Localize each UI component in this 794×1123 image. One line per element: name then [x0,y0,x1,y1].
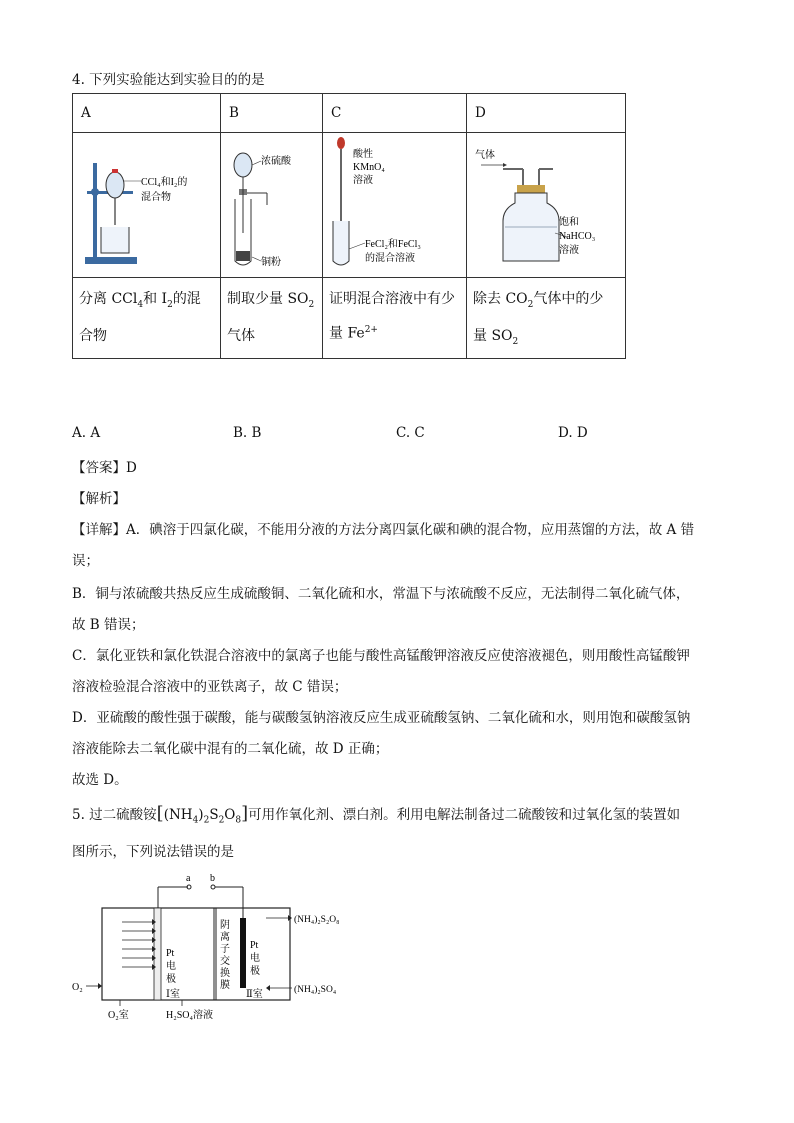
detail-a-line2: 误； [72,553,99,569]
detail-c-line2: 溶液检验混合溶液中的亚铁离子，故 C 错误； [72,679,348,695]
fig-d-label0: 气体 [475,150,495,161]
fig-d-label1: 饱和 [559,217,579,228]
separatory-funnel-diagram [73,133,212,273]
electrode-label-2a: 电 [250,953,260,964]
fig-c-label3: 溶液 [353,175,373,186]
choice-b[interactable]: B. B [233,425,262,441]
header-d: D [467,94,626,133]
detail-b-line1: B．铜与浓硫酸共热反应生成硫酸铜、二氧化硫和水，常温下与浓硫酸不反应，无法制得二氧化硫气体， [72,586,690,602]
fig-d-label2: NaHCO₃ [559,231,596,242]
o2-inlet-label: O₂ [72,982,83,993]
detail-a-line1: 【详解】A．碘溶于四氯化碳，不能用分液的方法分离四氯化碳和碘的混合物，应用蒸馏的方法，故 A 错 [72,522,695,538]
question-5-line1: 5. 过二硫酸铵$[(NH_4)_2S_2O_8]$可用作氧化剂、漂白剂。利用电解法制备过二硫酸铵和过氧化氢的装置如 [72,803,681,826]
electrode-label-1a: 电 [166,961,176,972]
figure-b-sulfuric-acid-apparatus [221,133,323,278]
membrane-char-3: 子 [220,944,230,955]
terminal-b-label: b [210,873,215,884]
choice-d[interactable]: D. D [558,425,588,441]
membrane-char-5: 换 [220,968,230,979]
detail-d-line1: D．亚硫酸的酸性强于碳酸，能与碳酸氢钠溶液反应生成亚硫酸氢钠、二氧化硫和水，则用饱和碳酸氢钠 [72,710,691,726]
detail-d-line2: 溶液能除去二氧化碳中混有的二氧化硫，故 D 正确； [72,741,389,757]
header-a: A [73,94,221,133]
membrane-char-2: 离 [220,932,230,943]
desc-b: 制取少量 $SO_2$ 气体 [221,278,323,359]
header-c: C [323,94,467,133]
fig-c-label2: KMnO₄ [353,162,385,173]
desc-c: 证明混合溶液中有少 量 $Fe^{2+}$ [323,278,467,359]
analysis-heading: 【解析】 [72,491,126,507]
fig-c-label5: 的混合溶液 [365,253,415,264]
desc-a: 分离 CCl$_4$和 $I_2$的混 合物 [73,278,221,359]
fig-c-label1: 酸性 [353,149,373,160]
fig-b-label2: 铜粉 [261,257,281,268]
room-1-label: Ⅰ室 [166,989,180,1000]
membrane-char-1: 阴 [220,920,230,931]
fig-c-label4: FeCl₂和FeCl₃ [365,239,421,250]
inlet-reactant-label: (NH₄)₂SO₄ [294,985,337,995]
terminal-a-label: a [186,873,191,884]
membrane-char-4: 交 [220,956,230,967]
pt-label-2: Pt [250,940,259,951]
choice-a[interactable]: A. A [72,425,101,441]
answer: 【答案】D [72,460,137,476]
header-b: B [221,94,323,133]
gas-washing-bottle-diagram [467,133,617,273]
o2-room-label: O₂室 [108,1010,129,1021]
choice-c[interactable]: C. C [396,425,425,441]
electrode-label-2b: 极 [250,966,260,977]
detail-b-line2: 故 B 错误； [72,617,145,633]
pt-label-1: Pt [166,948,175,959]
question-5-line2: 图所示，下列说法错误的是 [72,844,234,860]
electrolysis-diagram [70,868,360,1028]
fig-a-label2: 混合物 [141,192,171,203]
figure-d-gas-washing-bottle [467,133,626,278]
test-tube-dropper-diagram [323,133,458,273]
figure-a-separatory-funnel [73,133,221,278]
outlet-product-label: (NH₄)₂S₂O₈ [294,915,340,925]
fig-d-label3: 溶液 [559,245,579,256]
room-2-label: Ⅱ室 [246,989,263,1000]
detail-c-line1: C．氯化亚铁和氯化铁混合溶液中的氯离子也能与酸性高锰酸钾溶液反应使溶液褪色，则用酸性高锰酸钾 [72,648,690,664]
options-table [72,93,626,359]
conclusion: 故选 D。 [72,772,128,788]
electrode-label-1b: 极 [166,974,176,985]
membrane-char-6: 膜 [220,980,230,991]
fig-a-label1: CCl₄和I₂的 [141,177,188,188]
desc-d: 除去 $CO_2$气体中的少 量 $SO_2$ [467,278,626,359]
fig-b-label1: 浓硫酸 [261,156,291,167]
h2so4-label: H₂SO₄溶液 [166,1010,213,1021]
figure-c-test-tube-dropper [323,133,467,278]
question-4-title: 4. 下列实验能达到实验目的的是 [72,72,265,88]
sulfuric-acid-apparatus-diagram [221,133,314,273]
